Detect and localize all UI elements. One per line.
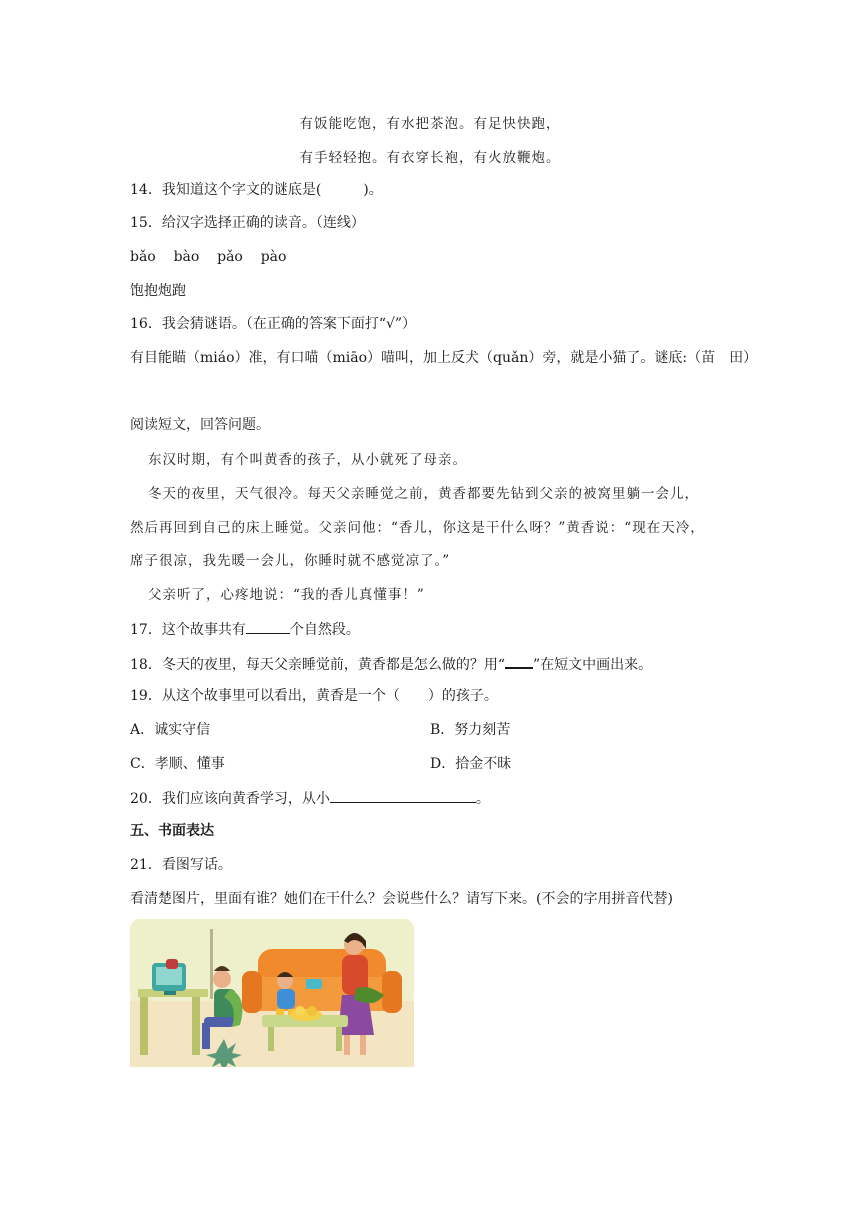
passage-paragraph-1: 东汉时期，有个叫黄香的孩子，从小就死了母亲。 xyxy=(148,452,467,468)
riddle-line-1: 有饭能吃饱，有水把茶泡。有足快快跑， xyxy=(299,116,561,132)
option-d[interactable]: D．拾金不昧 xyxy=(430,756,512,772)
question-21: 21．看图写话。 xyxy=(130,857,232,873)
answer-blank-17[interactable] xyxy=(246,619,290,634)
question-18: 18．冬天的夜里，每天父亲睡觉前，黄香都是怎么做的？用“ ”在短文中画出来。 xyxy=(130,653,652,675)
pinyin-pao3[interactable]: pǎo xyxy=(217,249,243,265)
question-14: 14．我知道这个字文的谜底是( )。 xyxy=(130,182,383,198)
question-21-instruction: 看清楚图片，里面有谁？她们在干什么？会说些什么？请写下来。(不会的字用拼音代替) xyxy=(130,891,673,907)
question-16-riddle: 有目能瞄（miáo）准，有口喵（miāo）喵叫，加上反犬（quǎn）旁，就是小猫了。谜底:（苗 田） xyxy=(130,350,758,366)
pinyin-bao3[interactable]: bǎo xyxy=(130,249,156,265)
underline-sample xyxy=(505,653,533,669)
answer-blank-20[interactable] xyxy=(330,788,476,803)
passage-paragraph-2-line-3: 席子很凉，我先暖一会儿，你睡时就不感觉凉了。” xyxy=(130,553,451,569)
section-heading-5: 五、书面表达 xyxy=(130,823,214,839)
pinyin-pao4[interactable]: pào xyxy=(260,249,287,265)
reading-instruction: 阅读短文，回答问题。 xyxy=(130,417,270,433)
question-20: 20．我们应该向黄香学习，从小 。 xyxy=(130,788,490,809)
pinyin-bao4[interactable]: bào xyxy=(173,249,200,265)
question-15: 15．给汉字选择正确的读音。（连线） xyxy=(130,215,365,231)
passage-paragraph-2-line-1: 冬天的夜里，天气很冷。每天父亲睡觉之前，黄香都要先钻到父亲的被窝里躺一会儿， xyxy=(148,486,699,502)
option-b[interactable]: B．努力刻苦 xyxy=(430,722,511,738)
question-17: 17．这个故事共有 个自然段。 xyxy=(130,619,360,640)
chars-to-match[interactable]: 饱抱炮跑 xyxy=(130,283,186,299)
option-a[interactable]: A．诚实守信 xyxy=(130,722,211,738)
passage-paragraph-2-line-2: 然后再回到自己的床上睡觉。父亲问他：“香儿，你这是干什么呀？”黄香说：“现在天冷， xyxy=(130,520,705,536)
passage-paragraph-3: 父亲听了，心疼地说：“我的香儿真懂事！” xyxy=(148,587,425,603)
riddle-line-2: 有手轻轻抱。有衣穿长袍，有火放鞭炮。 xyxy=(299,150,561,166)
family-living-room-illustration xyxy=(130,919,414,1067)
option-c[interactable]: C．孝顺、懂事 xyxy=(130,756,225,772)
question-19: 19．从这个故事里可以看出，黄香是一个（ ）的孩子。 xyxy=(130,688,498,704)
question-16: 16．我会猜谜语。（在正确的答案下面打“√”） xyxy=(130,316,417,332)
pinyin-options xyxy=(130,247,286,267)
